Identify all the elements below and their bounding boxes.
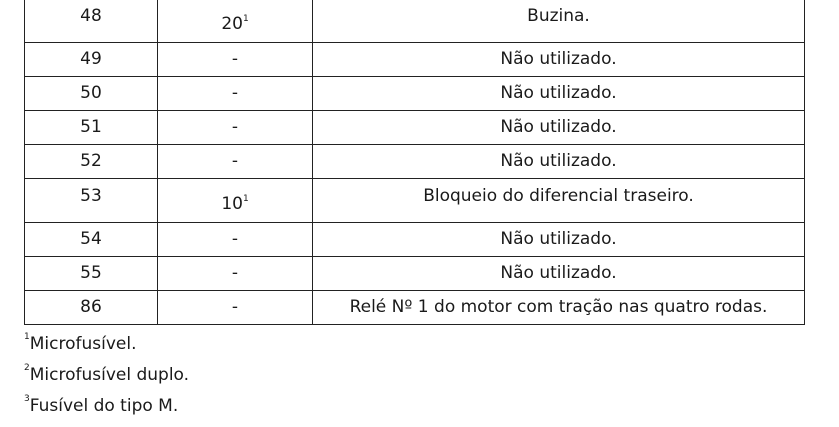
fuse-rating-cell	[158, 179, 313, 223]
protected-circuit: Não utilizado.	[500, 263, 617, 283]
footnotes	[24, 334, 189, 427]
fuse-rating-footnote-marker: 1	[242, 14, 249, 25]
fuse-rating-footnote-marker: 1	[242, 194, 249, 205]
fuse-rating-value: -	[231, 263, 239, 283]
fuse-rating-value: -	[231, 151, 239, 171]
fuse-rating	[158, 179, 312, 214]
fuse-number: 52	[80, 151, 102, 171]
fuse-rating-value: -	[231, 49, 239, 69]
fuse-number-cell	[25, 223, 158, 257]
table-row	[25, 111, 805, 145]
protected-circuit: Não utilizado.	[500, 117, 617, 137]
protected-circuit-cell	[313, 77, 805, 111]
fuse-table-body	[25, 0, 805, 325]
fuse-number-cell	[25, 0, 158, 43]
table-row	[25, 0, 805, 43]
table-row	[25, 43, 805, 77]
fuse-number-cell	[25, 179, 158, 223]
fuse-rating-cell	[158, 0, 313, 43]
fuse-rating-value: 10	[221, 194, 243, 214]
protected-circuit: Não utilizado.	[500, 151, 617, 171]
protected-circuit: Não utilizado.	[500, 229, 617, 249]
fuse-rating	[158, 111, 312, 137]
fuse-number: 50	[80, 83, 102, 103]
footnote	[24, 365, 189, 396]
footnote-text: Microfusível.	[29, 334, 137, 354]
protected-circuit-cell	[313, 291, 805, 325]
footnote-marker: 2	[24, 363, 30, 374]
protected-circuit: Buzina.	[527, 6, 590, 26]
footnote	[24, 334, 189, 365]
protected-circuit-cell	[313, 223, 805, 257]
footnote-text: Fusível do tipo M.	[29, 396, 179, 416]
fuse-rating-cell	[158, 257, 313, 291]
fuse-number-cell	[25, 257, 158, 291]
fuse-table	[24, 0, 805, 325]
fuse-number: 49	[80, 49, 102, 69]
protected-circuit: Não utilizado.	[500, 83, 617, 103]
protected-circuit-cell	[313, 111, 805, 145]
protected-circuit-cell	[313, 257, 805, 291]
table-row	[25, 77, 805, 111]
fuse-rating	[158, 77, 312, 103]
fuse-rating-cell	[158, 111, 313, 145]
fuse-rating-cell	[158, 77, 313, 111]
table-row	[25, 223, 805, 257]
fuse-number: 55	[80, 263, 102, 283]
fuse-rating-cell	[158, 223, 313, 257]
protected-circuit-cell	[313, 145, 805, 179]
protected-circuit-cell	[313, 179, 805, 223]
fuse-rating	[158, 223, 312, 249]
footnote-marker: 3	[24, 394, 30, 405]
fuse-rating	[158, 291, 312, 317]
footnote-marker: 1	[24, 332, 30, 343]
fuse-rating-value: -	[231, 83, 239, 103]
table-row	[25, 145, 805, 179]
fuse-number: 53	[80, 186, 102, 206]
fuse-rating-value: -	[231, 297, 239, 317]
fuse-rating	[158, 145, 312, 171]
fuse-rating-value: -	[231, 229, 239, 249]
table-row	[25, 179, 805, 223]
fuse-rating	[158, 43, 312, 69]
protected-circuit: Não utilizado.	[500, 49, 617, 69]
fuse-number-cell	[25, 77, 158, 111]
fuse-number: 54	[80, 229, 102, 249]
fuse-number: 86	[80, 297, 102, 317]
fuse-rating	[158, 0, 312, 34]
table-row	[25, 257, 805, 291]
table-row	[25, 291, 805, 325]
fuse-number: 48	[80, 6, 102, 26]
protected-circuit: Bloqueio do diferencial traseiro.	[423, 186, 694, 206]
footnote	[24, 396, 189, 427]
fuse-number-cell	[25, 43, 158, 77]
fuse-rating-cell	[158, 43, 313, 77]
fuse-rating-cell	[158, 145, 313, 179]
fuse-number-cell	[25, 145, 158, 179]
footnote-text: Microfusível duplo.	[29, 365, 190, 385]
fuse-number-cell	[25, 291, 158, 325]
fuse-rating-value: 20	[221, 14, 243, 34]
fuse-number: 51	[80, 117, 102, 137]
protected-circuit-cell	[313, 43, 805, 77]
protected-circuit: Relé Nº 1 do motor com tração nas quatro rodas.	[349, 297, 768, 317]
fuse-rating-value: -	[231, 117, 239, 137]
protected-circuit-cell	[313, 0, 805, 43]
fuse-rating-cell	[158, 291, 313, 325]
fuse-rating	[158, 257, 312, 283]
fuse-number-cell	[25, 111, 158, 145]
